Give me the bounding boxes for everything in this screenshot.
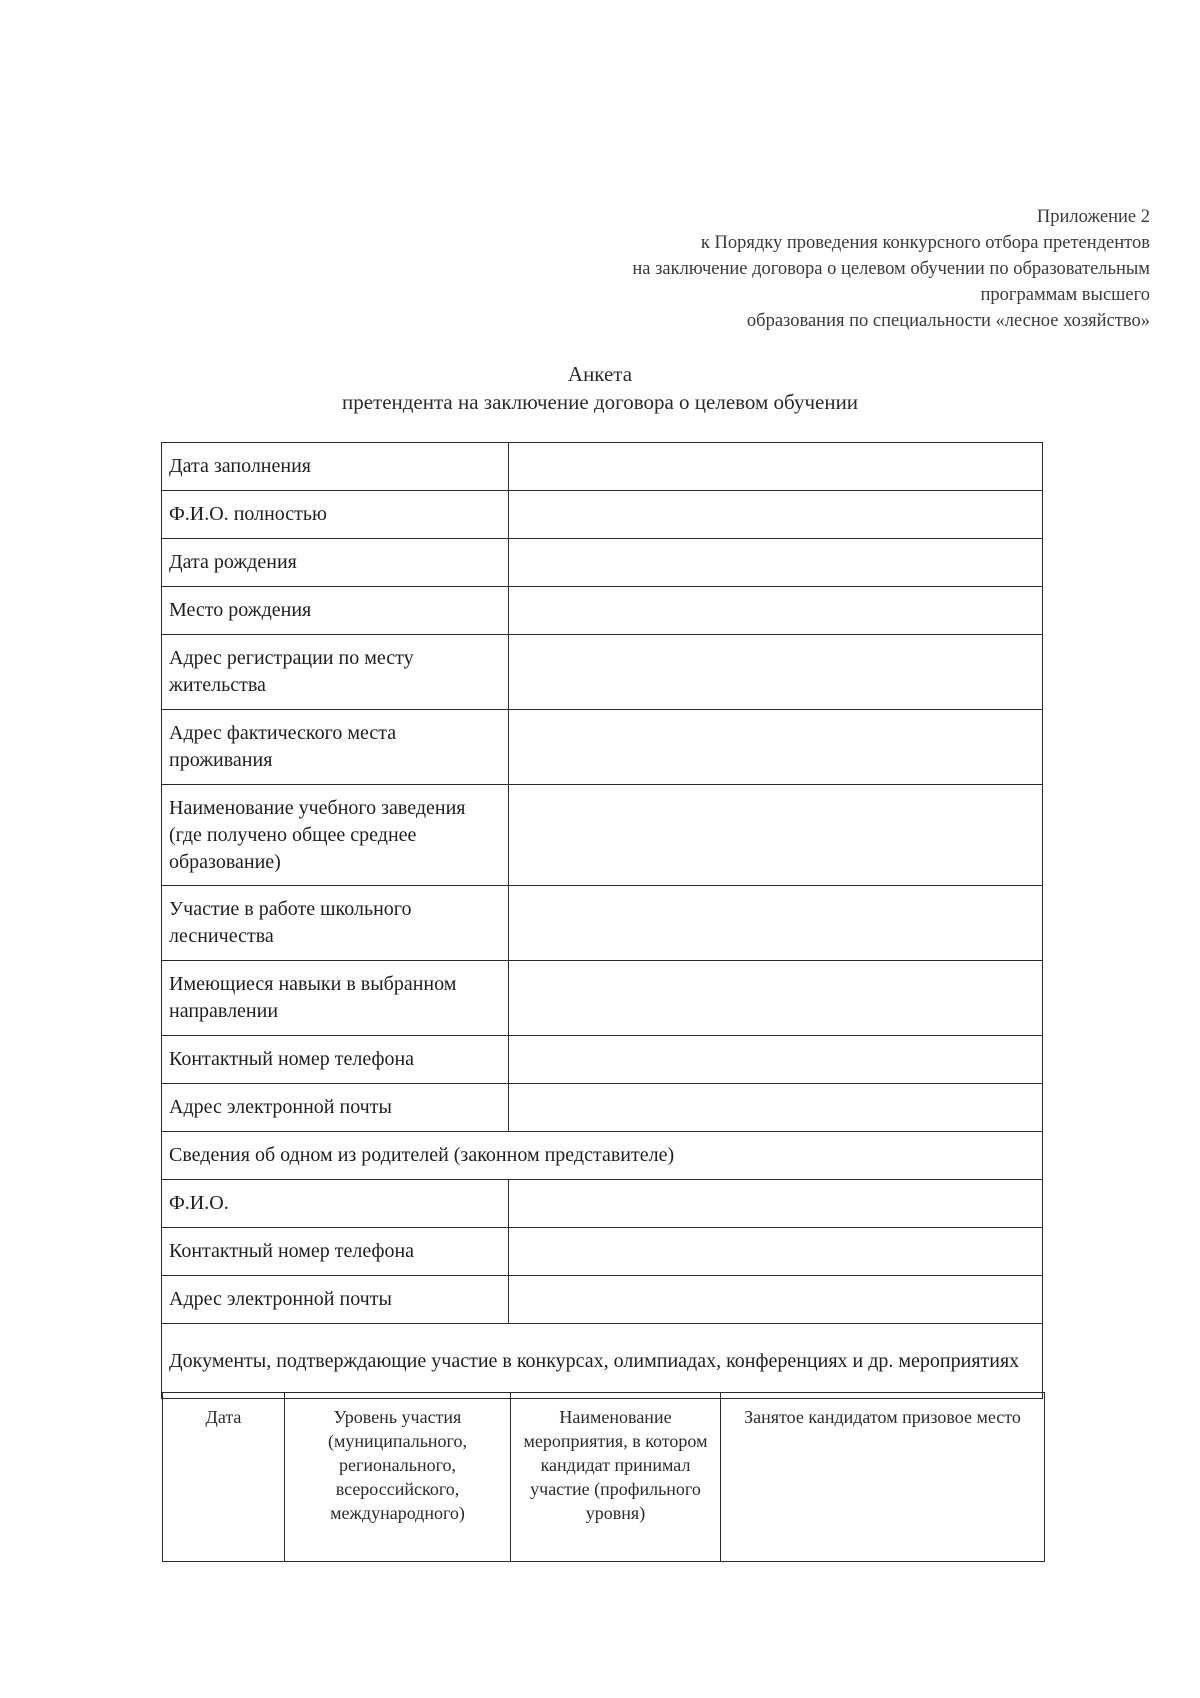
documents-header-level: Уровень участия (муниципального, регионального, всероссийского, международного) (285, 1393, 511, 1562)
table-row (162, 1084, 1043, 1132)
row-value-school-name[interactable] (509, 785, 1043, 886)
row-label-actual-address: Адрес фактического места проживания (162, 710, 509, 785)
row-value-parent-email[interactable] (509, 1276, 1043, 1324)
row-value-phone[interactable] (509, 1036, 1043, 1084)
row-label-school-forestry: Участие в работе школьного лесничества (162, 886, 509, 961)
table-row (162, 1276, 1043, 1324)
row-label-parent-email: Адрес электронной почты (162, 1276, 509, 1324)
row-label-full-name: Ф.И.О. полностью (162, 491, 509, 539)
appendix-line: Приложение 2 (1036, 207, 1150, 227)
row-value-registration-address[interactable] (509, 635, 1043, 710)
form-title: Анкета (567, 362, 633, 386)
table-row (162, 1036, 1043, 1084)
appendix-line: на заключение договора о целевом обучении по образовательным (632, 259, 1150, 279)
documents-header-place: Занятое кандидатом призовое место (721, 1393, 1045, 1562)
row-label-fill-date: Дата заполнения (162, 443, 509, 491)
row-value-parent-phone[interactable] (509, 1228, 1043, 1276)
row-label-birth-place: Место рождения (162, 587, 509, 635)
table-row (162, 1324, 1043, 1399)
table-row (162, 710, 1043, 785)
row-value-actual-address[interactable] (509, 710, 1043, 785)
table-row (162, 539, 1043, 587)
documents-header-date: Дата (163, 1393, 285, 1562)
row-label-registration-address: Адрес регистрации по месту жительства (162, 635, 509, 710)
appendix-line: к Порядку проведения конкурсного отбора претендентов (700, 233, 1150, 253)
table-row (162, 961, 1043, 1036)
form-subtitle: претендента на заключение договора о целевом обучении (341, 390, 859, 414)
row-label-skills: Имеющиеся навыки в выбранном направлении (162, 961, 509, 1036)
documents-header-row (163, 1393, 1045, 1562)
documents-table (162, 1392, 1045, 1562)
table-row (162, 1228, 1043, 1276)
row-label-birth-date: Дата рождения (162, 539, 509, 587)
row-value-birth-place[interactable] (509, 587, 1043, 635)
questionnaire-table (161, 442, 1043, 1399)
row-label-parent-name: Ф.И.О. (162, 1180, 509, 1228)
parent-section-heading: Сведения об одном из родителей (законном представителе) (162, 1132, 1043, 1180)
table-row (162, 785, 1043, 886)
row-value-fill-date[interactable] (509, 443, 1043, 491)
row-value-skills[interactable] (509, 961, 1043, 1036)
form-heading (0, 360, 1200, 416)
row-value-parent-name[interactable] (509, 1180, 1043, 1228)
table-row (162, 587, 1043, 635)
row-value-email[interactable] (509, 1084, 1043, 1132)
row-label-phone: Контактный номер телефона (162, 1036, 509, 1084)
row-label-email: Адрес электронной почты (162, 1084, 509, 1132)
table-row (162, 1180, 1043, 1228)
appendix-line: программам высшего (980, 285, 1150, 305)
appendix-line: образования по специальности «лесное хозяйство» (746, 311, 1150, 331)
row-value-birth-date[interactable] (509, 539, 1043, 587)
row-value-school-forestry[interactable] (509, 886, 1043, 961)
row-value-full-name[interactable] (509, 491, 1043, 539)
table-row (162, 635, 1043, 710)
table-row (162, 491, 1043, 539)
table-row (162, 886, 1043, 961)
documents-section-heading: Документы, подтверждающие участие в конкурсах, олимпиадах, конференциях и др. мероприятиях (162, 1324, 1043, 1399)
appendix-header (632, 204, 1150, 334)
row-label-parent-phone: Контактный номер телефона (162, 1228, 509, 1276)
table-row (162, 443, 1043, 491)
table-row (162, 1132, 1043, 1180)
documents-header-event: Наименование мероприятия, в котором кандидат принимал участие (профильного уровня) (511, 1393, 721, 1562)
row-label-school-name: Наименование учебного заведения (где получено общее среднее образование) (162, 785, 509, 886)
